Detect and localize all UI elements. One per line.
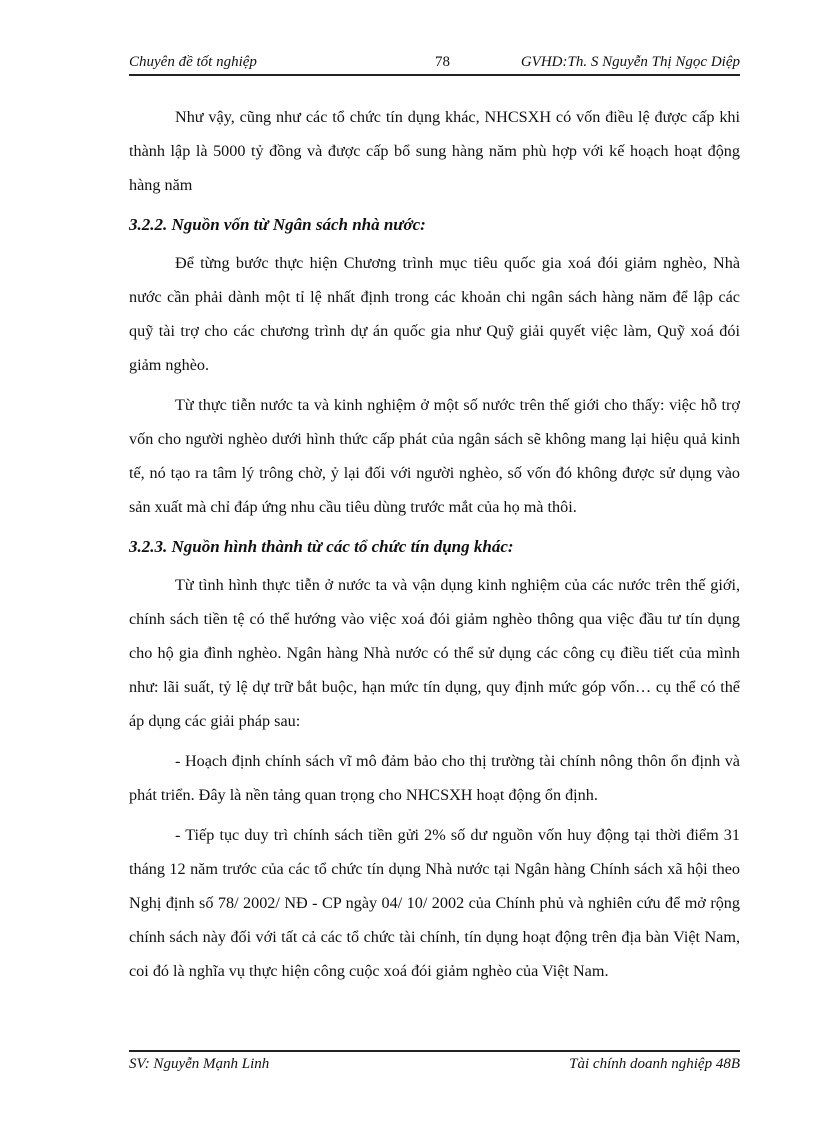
- paragraph: Để từng bước thực hiện Chương trình mục tiêu quốc gia xoá đói giảm nghèo, Nhà nước cần phải dành một tỉ lệ nhất định trong các khoản chi ngân sách hàng năm để lập các quỹ tài trợ cho các chương trình dự án quốc gia như Quỹ giải quyết việc làm, Quỹ xoá đói giảm nghèo.: [129, 254, 740, 374]
- header-rule: [129, 74, 740, 76]
- document-body: [129, 100, 740, 988]
- page-number: 78: [435, 54, 450, 70]
- header-document-type: Chuyên đề tốt nghiệp: [129, 54, 257, 70]
- paragraph: - Tiếp tục duy trì chính sách tiền gửi 2% số dư nguồn vốn huy động tại thời điểm 31 tháng 12 năm trước của các tổ chức tín dụng Nhà nước tại Ngân hàng Chính sách xã hội theo Nghị định số 78/ 2002/ NĐ - CP ngày 04/ 10/ 2002 của Chính phủ và nghiên cứu để mở rộng chính sách này đối với tất cả các tổ chức tài chính, tín dụng hoạt động trên địa bàn Việt Nam, coi đó là nghĩa vụ thực hiện công cuộc xoá đói giảm nghèo của Việt Nam.: [129, 826, 740, 980]
- footer-class: Tài chính doanh nghiệp 48B: [569, 1056, 740, 1072]
- paragraph: Từ thực tiễn nước ta và kinh nghiệm ở một số nước trên thế giới cho thấy: việc hỗ trợ vốn cho người nghèo dưới hình thức cấp phát của ngân sách sẽ không mang lại hiệu quả kinh tế, nó tạo ra tâm lý trông chờ, ỷ lại đối với người nghèo, số vốn đó không được sử dụng vào sản xuất mà chỉ đáp ứng nhu cầu tiêu dùng trước mắt của họ mà thôi.: [129, 396, 740, 516]
- paragraph: Như vậy, cũng như các tổ chức tín dụng khác, NHCSXH có vốn điều lệ được cấp khi thành lập là 5000 tỷ đồng và được cấp bổ sung hàng năm phù hợp với kế hoạch hoạt động hàng năm: [129, 108, 740, 194]
- paragraph: Từ tình hình thực tiễn ở nước ta và vận dụng kinh nghiệm của các nước trên thế giới, chính sách tiền tệ có thể hướng vào việc xoá đói giảm nghèo thông qua việc đầu tư tín dụng cho hộ gia đình nghèo. Ngân hàng Nhà nước có thể sử dụng các công cụ điều tiết của mình như: lãi suất, tỷ lệ dự trữ bắt buộc, hạn mức tín dụng, quy định mức góp vốn… cụ thể có thể áp dụng các giải pháp sau:: [129, 576, 740, 730]
- footer-rule: [129, 1050, 740, 1052]
- header-supervisor: GVHD:Th. S Nguyễn Thị Ngọc Diệp: [520, 54, 740, 70]
- page-header: [129, 50, 740, 74]
- page-footer: [129, 1054, 740, 1076]
- paragraph: - Hoạch định chính sách vĩ mô đảm bảo cho thị trường tài chính nông thôn ổn định và phát triển. Đây là nền tảng quan trọng cho NHCSXH hoạt động ổn định.: [129, 752, 740, 804]
- section-heading: 3.2.2. Nguồn vốn từ Ngân sách nhà nước:: [129, 215, 426, 234]
- section-heading: 3.2.3. Nguồn hình thành từ các tổ chức tín dụng khác:: [129, 537, 514, 556]
- footer-student: SV: Nguyễn Mạnh Linh: [129, 1056, 270, 1072]
